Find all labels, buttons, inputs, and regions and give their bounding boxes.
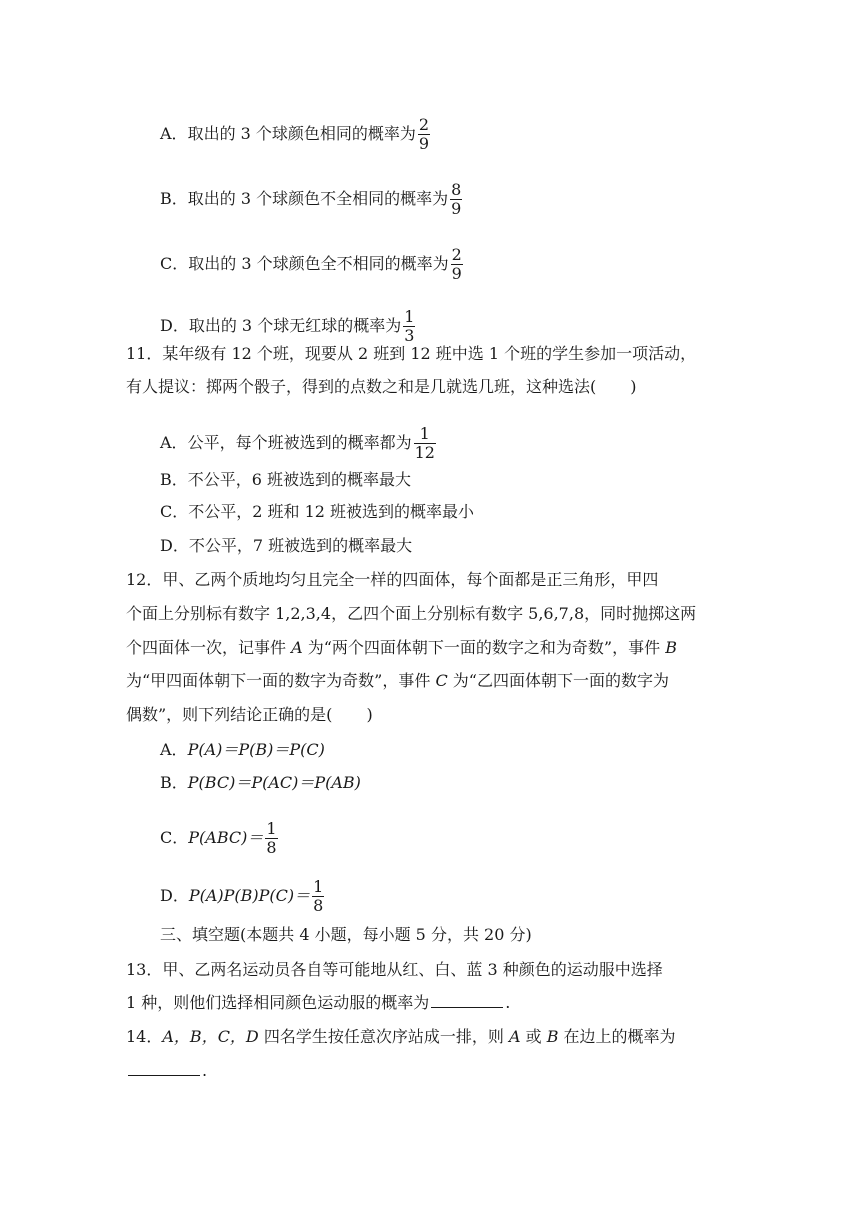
q12-stem-line1: 12．甲、乙两个质地均匀且完全一样的四面体，每个面都是正三角形，甲四 [126, 570, 659, 589]
q12-stem-line2: 个面上分别标有数字 1,2,3,4，乙四个面上分别标有数字 5,6,7,8，同时抛掷这两 [126, 604, 697, 623]
q12-stem-line3: 个四面体一次，记事件 A 为“两个四面体朝下一面的数字之和为奇数”，事件 B [126, 638, 677, 657]
q12-option-c: C．P(ABC)＝ $\frac{1}{8}$ [160, 819, 277, 857]
q11-stem-line2: 有人提议：掷两个骰子，得到的点数之和是几就选几班，这种选法( ) [126, 377, 637, 396]
q11-option-b: B．不公平，6 班被选到的概率最大 [160, 470, 412, 489]
q12-stem-line5: 偶数”，则下列结论正确的是( ) [126, 705, 373, 724]
fraction: $\frac{2}{9}$ [418, 115, 430, 153]
q12-option-d: D．P(A)P(B)P(C)＝ $\frac{1}{8}$ [160, 877, 324, 915]
q13-stem-line2: 1 种，则他们选择相同颜色运动服的概率为 . [126, 993, 511, 1012]
q10-option-b: B．取出的 3 个球颜色不全相同的概率为 $\frac{8}{9}$ [160, 180, 462, 218]
q14-stem-line2: . [126, 1061, 207, 1081]
fraction: $\frac{1}{3}$ [404, 307, 415, 345]
section-title: 三、填空题(本题共 4 小题，每小题 5 分，共 20 分) [160, 925, 532, 944]
q11-option-c: C．不公平，2 班和 12 班被选到的概率最小 [160, 502, 475, 521]
q10-option-d: D．取出的 3 个球无红球的概率为 $\frac{1}{3}$ [160, 307, 415, 345]
fraction: $\frac{1}{8}$ [313, 877, 324, 915]
q12-option-b: B．P(BC)＝P(AC)＝P(AB) [160, 773, 361, 792]
q11-option-d: D．不公平，7 班被选到的概率最大 [160, 536, 413, 555]
fraction: $\frac{1}{8}$ [266, 819, 277, 857]
q12-stem-line4: 为“甲四面体朝下一面的数字为奇数”，事件 C 为“乙四面体朝下一面的数字为 [126, 671, 669, 690]
q10-option-c: C．取出的 3 个球颜色全不相同的概率为 $\frac{2}{9}$ [160, 245, 462, 283]
fraction: $\frac{1}{12}$ [414, 424, 435, 462]
q10-option-a: A．取出的 3 个球颜色相同的概率为 $\frac{2}{9}$ [160, 115, 430, 153]
q14-stem-line1: 14．A，B，C，D 四名学生按任意次序站成一排，则 A 或 B 在边上的概率为 [126, 1027, 676, 1046]
answer-blank[interactable] [128, 1061, 200, 1076]
q13-stem-line1: 13．甲、乙两名运动员各自等可能地从红、白、蓝 3 种颜色的运动服中选择 [126, 960, 663, 979]
q11-stem-line1: 11．某年级有 12 个班，现要从 2 班到 12 班中选 1 个班的学生参加一项活动， [126, 344, 697, 363]
q11-option-a: A．公平，每个班被选到的概率都为 $\frac{1}{12}$ [160, 424, 435, 462]
fraction: $\frac{2}{9}$ [451, 245, 462, 283]
q12-option-a: A．P(A)＝P(B)＝P(C) [160, 740, 325, 759]
fraction: $\frac{8}{9}$ [451, 180, 462, 218]
answer-blank[interactable] [431, 993, 503, 1008]
